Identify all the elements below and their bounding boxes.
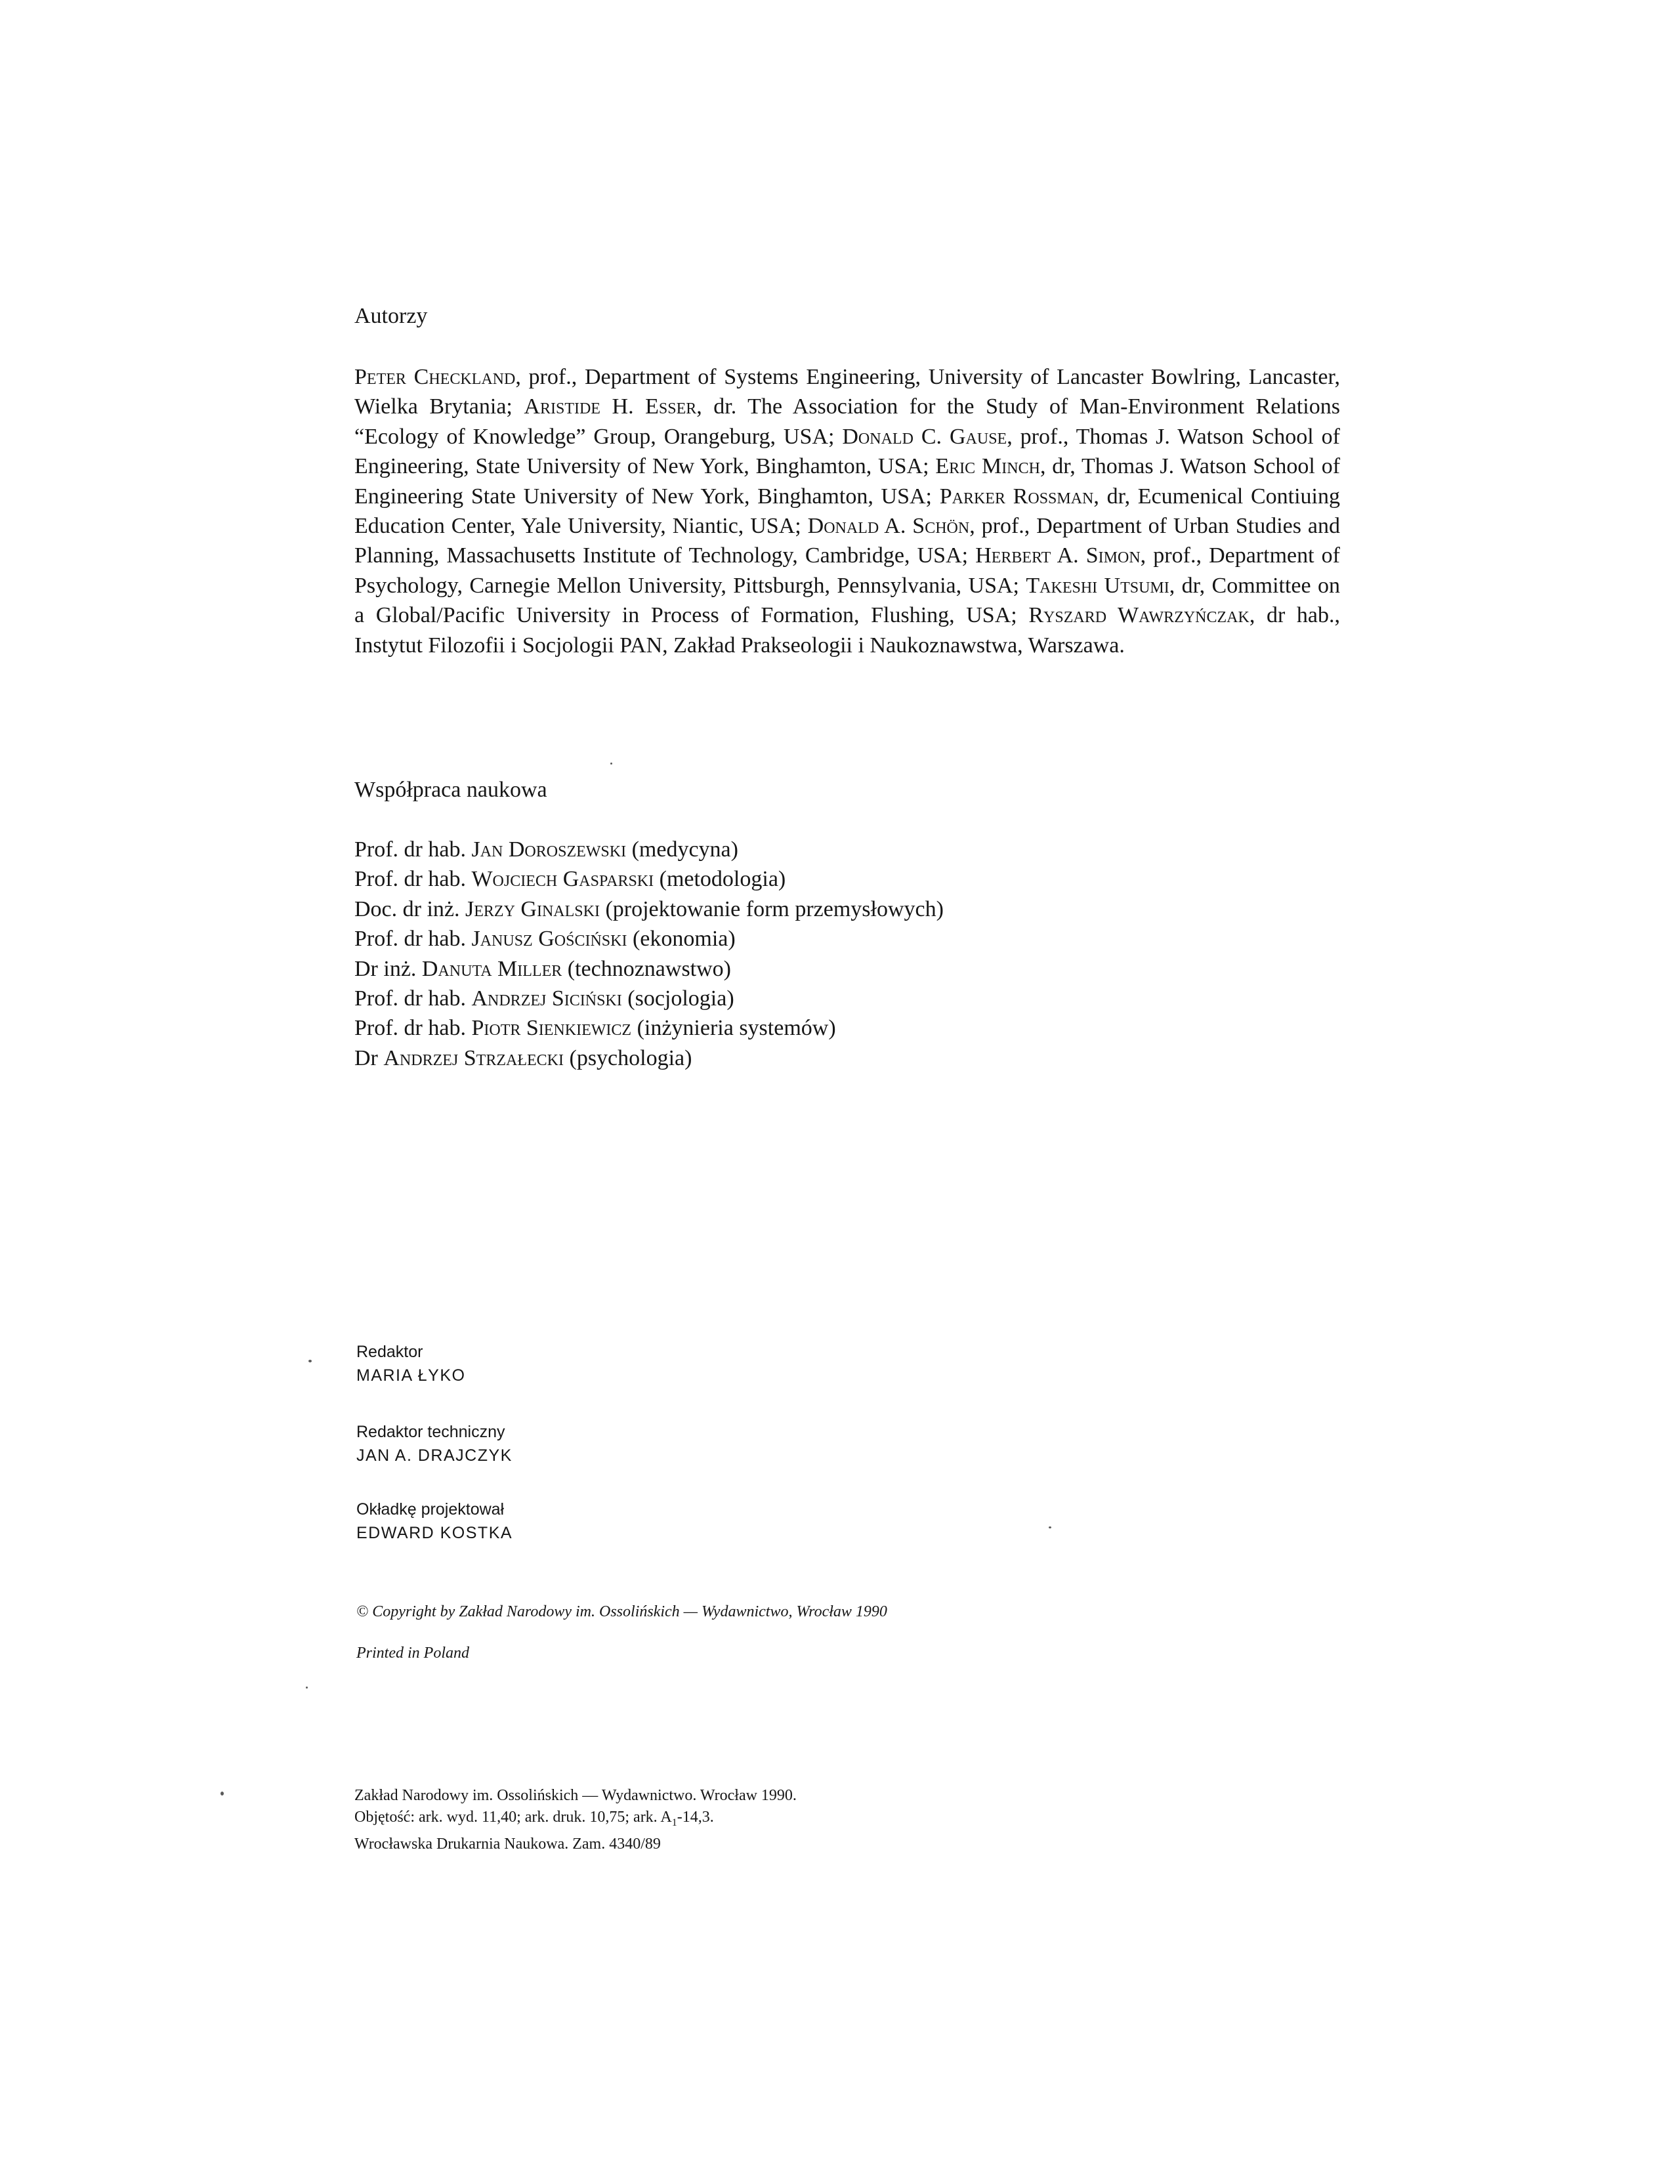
scan-speck (306, 1687, 308, 1689)
collaborator-title: Dr inż. (354, 956, 422, 981)
author-details: , dr, Ecumenical Contiuing Education Center, Yale University, Niantic, USA; (354, 484, 1340, 539)
imprint-publisher: Zakład Narodowy im. Ossolińskich — Wydawnictwo. Wrocław 1990. (354, 1787, 797, 1804)
author-details: , prof., Department of Systems Engineering, University of Lancaster Bowlring, Lancaster, Wielka Brytania; (354, 365, 1340, 419)
authors-heading: Autorzy (354, 304, 428, 328)
collaborator-title: Prof. dr hab. (354, 986, 472, 1011)
imprint-printer: Wrocławska Drukarnia Naukowa. Zam. 4340/89 (354, 1835, 661, 1853)
author-details: , dr, Thomas J. Watson School of Engineering State University of New York, Binghamton, USA; (354, 454, 1341, 509)
author-name: Donald A. Schön (807, 514, 970, 539)
technical-editor-role: Redaktor techniczny (356, 1423, 505, 1441)
author-name: Eric Minch (935, 454, 1040, 479)
collaborator-title: Prof. dr hab. (354, 837, 472, 862)
cover-designer-role: Okładkę projektował (356, 1500, 505, 1519)
collaborator-title: Prof. dr hab. (354, 1016, 472, 1041)
technical-editor-credit (356, 1421, 513, 1466)
collaborator-name: Jerzy Ginalski (465, 896, 600, 921)
collaborator-field: (socjologia) (621, 986, 734, 1011)
author-name: Donald C. Gause (842, 424, 1007, 449)
collaborator-title: Doc. dr inż. (354, 896, 466, 921)
list-item (354, 954, 944, 984)
author-details: , dr hab., Instytut Filozofii i Socjologii PAN, Zakład Prakseologii i Naukoznawstwa, Warszawa. (354, 603, 1340, 658)
list-item (354, 1013, 944, 1043)
collaborator-title: Dr (354, 1045, 384, 1070)
scan-speck (610, 763, 612, 765)
author-name: Peter Checkland (354, 365, 516, 389)
imprint-volume-subscript: 1 (671, 1816, 677, 1828)
collaborator-title: Prof. dr hab. (354, 927, 472, 952)
collaborator-field: (ekonomia) (627, 927, 736, 952)
list-item (354, 1043, 944, 1073)
authors-paragraph (354, 362, 1340, 660)
cover-designer-name: EDWARD KOSTKA (356, 1524, 513, 1542)
imprint (354, 1785, 797, 1855)
author-name: Takeshi Utsumi (1026, 573, 1169, 598)
technical-editor-name: JAN A. DRAJCZYK (356, 1446, 513, 1465)
collaborator-name: Janusz Gościński (471, 927, 627, 952)
author-details: , dr. The Association for the Study of Man-Environment Relations “Ecology of Knowledge” Group, Orangeburg, USA; (354, 394, 1340, 449)
collaborator-name: Andrzej Siciński (471, 986, 622, 1011)
collaborator-field: (inżynieria systemów) (631, 1016, 836, 1041)
list-item (354, 984, 944, 1013)
cover-designer-credit (356, 1499, 513, 1544)
collaborator-field: (psychologia) (564, 1045, 692, 1070)
collaborator-name: Piotr Sienkiewicz (471, 1016, 632, 1041)
collaborator-field: (metodologia) (654, 867, 786, 892)
copyright-notice: © Copyright by Zakład Narodowy im. Ossolińskich — Wydawnictwo, Wrocław 1990 (356, 1603, 887, 1620)
imprint-volume (354, 1807, 797, 1834)
list-item (354, 894, 944, 924)
editor-role: Redaktor (356, 1343, 423, 1361)
collaborator-name: Andrzej Strzałecki (383, 1045, 564, 1070)
collaborator-name: Jan Doroszewski (471, 837, 627, 862)
collaborator-field: (technoznawstwo) (562, 956, 732, 981)
editor-name: MARIA ŁYKO (356, 1366, 466, 1385)
author-name: Aristide H. Esser (524, 394, 697, 419)
author-name: Ryszard Wawrzyńczak (1028, 603, 1250, 628)
scan-speck (220, 1792, 224, 1796)
collaborator-field: (medycyna) (626, 837, 738, 862)
list-item (354, 924, 944, 954)
list-item (354, 835, 944, 864)
collaborator-name: Danuta Miller (421, 956, 562, 981)
author-name: Herbert A. Simon (975, 543, 1141, 568)
editor-credit (356, 1341, 465, 1386)
collaborator-field: (projektowanie form przemysłowych) (599, 896, 944, 921)
collaborator-title: Prof. dr hab. (354, 867, 472, 892)
scan-speck (308, 1360, 312, 1362)
imprint-volume-end: -14,3. (677, 1809, 714, 1826)
collaboration-heading: Współpraca naukowa (354, 778, 547, 802)
author-name: Parker Rossman (939, 484, 1094, 509)
author-details: , prof., Thomas J. Watson School of Engineering, State University of New York, Binghamton, USA; (354, 424, 1341, 479)
list-item (354, 864, 944, 894)
author-details: , dr, Committee on a Global/Pacific University in Process of Formation, Flushing, USA; (354, 573, 1340, 628)
collaborator-name: Wojciech Gasparski (471, 867, 654, 892)
collaboration-list (354, 835, 944, 1073)
imprint-volume-text: Objętość: ark. wyd. 11,40; ark. druk. 10,75; ark. A (354, 1809, 672, 1826)
scan-speck (1049, 1526, 1051, 1528)
author-details: , prof., Department of Psychology, Carnegie Mellon University, Pittsburgh, Pennsylvania, USA; (354, 543, 1341, 598)
printed-in-notice: Printed in Poland (356, 1645, 469, 1662)
author-details: , prof., Department of Urban Studies and Planning, Massachusetts Institute of Technology, Cambridge, USA; (354, 514, 1341, 568)
